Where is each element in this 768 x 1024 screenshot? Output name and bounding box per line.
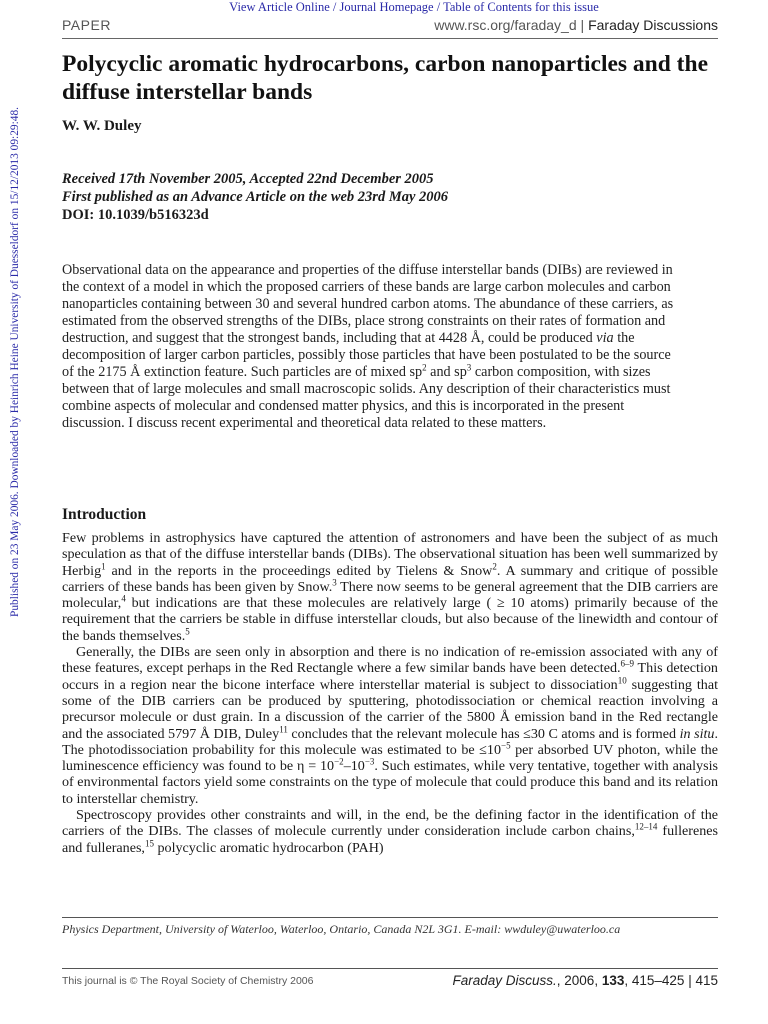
table-of-contents-link[interactable]: Table of Contents for this issue: [443, 0, 599, 14]
citation-info: [452, 973, 718, 988]
header-divider: |: [580, 17, 585, 33]
text-run: concludes that the relevant molecule has ≤30 C atoms and is formed: [287, 725, 680, 742]
superscript: 3: [466, 362, 472, 373]
citation-volume: 133: [601, 973, 625, 988]
reference-citation[interactable]: 6–9: [620, 658, 635, 669]
header-right: [434, 17, 718, 33]
footer-rule: [62, 968, 718, 969]
exponent: −5: [501, 740, 511, 751]
text-run: and in the reports in the proceedings edited by Tielens & Snow: [105, 562, 493, 579]
text-run: fullerenes and fulleranes,: [62, 823, 718, 856]
download-stamp-text: Published on 23 May 2006. Downloaded by Heinrich Heine University of Duesseldorf on 15/12/2013 09:29:48.: [9, 107, 21, 617]
reference-citation[interactable]: 2: [492, 560, 497, 571]
italic-term: in situ: [679, 725, 715, 742]
text-run: polycyclic aromatic hydrocarbon (PAH): [153, 839, 384, 856]
introduction-body: [62, 530, 718, 856]
author-affiliation-footnote: Physics Department, University of Waterloo, Waterloo, Ontario, Canada N2L 3G1. E-mail: wwduley@uwaterloo.ca: [62, 922, 621, 936]
text-run: –10: [343, 758, 365, 775]
abstract-text: [62, 262, 682, 432]
reference-citation[interactable]: 12–14: [634, 821, 658, 832]
footer-divider: |: [688, 973, 692, 988]
first-published-date: First published as an Advance Article on the web 23rd May 2006: [62, 189, 449, 205]
header-rule: [62, 38, 718, 39]
paragraph: [62, 807, 718, 856]
article-author: W. W. Duley: [62, 118, 142, 134]
footnote-rule: [62, 917, 718, 918]
journal-homepage-link[interactable]: Journal Homepage: [339, 0, 434, 14]
copyright-notice: This journal is © The Royal Society of Chemistry 2006: [62, 975, 314, 987]
paragraph: [62, 644, 718, 807]
reference-citation[interactable]: 10: [617, 674, 627, 685]
abstract-italic: via: [596, 330, 614, 346]
journal-abbreviation: Faraday Discuss.: [452, 973, 557, 988]
text-run: Generally, the DIBs are seen only in absorption and there is no indication of re-emission associated with any of these features, except perhaps in the Red Rectangle where a few similar bands have been detected.: [62, 644, 718, 677]
abstract: [62, 262, 682, 432]
text-run: Spectroscopy provides other constraints and will, in the end, be the defining factor in the identification of the carriers of the DIBs. The classes of molecule currently under consideration include carbon chains,: [62, 807, 718, 840]
top-links-bar: [0, 0, 768, 15]
doi: DOI: 10.1039/b516323d: [62, 207, 209, 223]
text-run: There now seems to be general agreement that the DIB carriers are molecular,: [62, 578, 718, 612]
exponent: −2: [334, 756, 344, 767]
paragraph: [62, 530, 718, 644]
text-run: but indications are that these molecules are relatively large ( ≥ 10 atoms) primarily because of the requirement that the carriers be stable in diffuse interstellar clouds, but also because of the linewidth and contour of the bands themselves.: [62, 595, 718, 644]
page-footer: [62, 973, 718, 991]
reference-citation[interactable]: 5: [185, 626, 190, 637]
page-header: [62, 17, 718, 37]
journal-url: www.rsc.org/faraday_d: [434, 17, 577, 33]
abstract-part: and sp: [426, 364, 467, 380]
reference-citation[interactable]: 3: [332, 577, 337, 588]
section-label: PAPER: [62, 17, 111, 33]
section-heading-introduction: Introduction: [62, 506, 147, 523]
journal-name: Faraday Discussions: [588, 17, 718, 33]
publication-dates: [62, 170, 448, 224]
reference-citation[interactable]: 11: [279, 723, 288, 734]
text-run: Few problems in astrophysics have captured the attention of astronomers and have been the subject of as much speculation as that of the diffuse interstellar bands (DIBs). The observational situation has been well summarized by Herbig: [62, 530, 718, 579]
reference-citation[interactable]: 15: [144, 837, 154, 848]
link-separator: /: [436, 0, 441, 14]
text-run: . A summary and critique of possible carriers of these bands has been given by Snow.: [62, 562, 719, 595]
text-run: suggesting that some of the DIB carriers can be produced by sputtering, photodissociation or chemical reaction involving a precursor molecule or dust grain. In a discussion of the carrier of the 5800 Å emission band in the Red rectangle and the associated 5797 Å DIB, Duley: [62, 676, 718, 742]
citation-year: , 2006,: [556, 973, 602, 988]
text-run: . Such estimates, while very tentative, together with analysis of environmental factors yield some constraints on the type of molecule that could produce this band and its relation to interstellar chemistry.: [62, 758, 718, 807]
page-number: 415: [695, 973, 718, 988]
text-run: This detection occurs in a region near the bicone interface where interstellar material is subject to dissociation: [62, 660, 718, 693]
abstract-part: the decomposition of larger carbon particles, possibly those particles that have been postulated to be the source of the 2175 Å extinction feature. Such particles are of mixed sp: [62, 330, 671, 380]
superscript: 2: [422, 362, 427, 373]
reference-citation[interactable]: 1: [101, 560, 106, 571]
article-title: Polycyclic aromatic hydrocarbons, carbon nanoparticles and the diffuse interstellar bands: [62, 51, 709, 105]
abstract-part: Observational data on the appearance and properties of the diffuse interstellar bands (DIBs) are reviewed in the context of a model in which the proposed carriers of these bands are large carbon molecules and carbon nanoparticles containing between 30 and several hundred carbon atoms. The abundance of these carriers, as estimated from the observed strengths of the DIBs, place strong constraints on their rates of formation and destruction, and suggest that the strongest bands, including that at 4428 Å, could be produced: [62, 262, 674, 346]
link-separator: /: [332, 0, 337, 14]
abstract-part: carbon composition, with sizes between that of large molecules and small macroscopic solids. Any description of their characteristics must combine aspects of molecular and condensed matter physics, and this is incorporated in the present discussion. I discuss recent experimental and theoretical data related to these matters.: [62, 364, 671, 431]
received-date: Received 17th November 2005, Accepted 22nd December 2005: [62, 171, 434, 187]
download-stamp: [4, 92, 26, 632]
reference-citation[interactable]: 4: [121, 593, 126, 604]
text-run: . The photodissociation probability for this molecule was estimated to be ≤10: [62, 725, 718, 758]
citation-pages: , 415–425: [624, 973, 685, 988]
exponent: −3: [364, 756, 375, 767]
text-run: per absorbed UV photon, while the luminescence efficiency was found to be η = 10: [62, 741, 718, 775]
view-article-online-link[interactable]: View Article Online: [229, 0, 330, 14]
